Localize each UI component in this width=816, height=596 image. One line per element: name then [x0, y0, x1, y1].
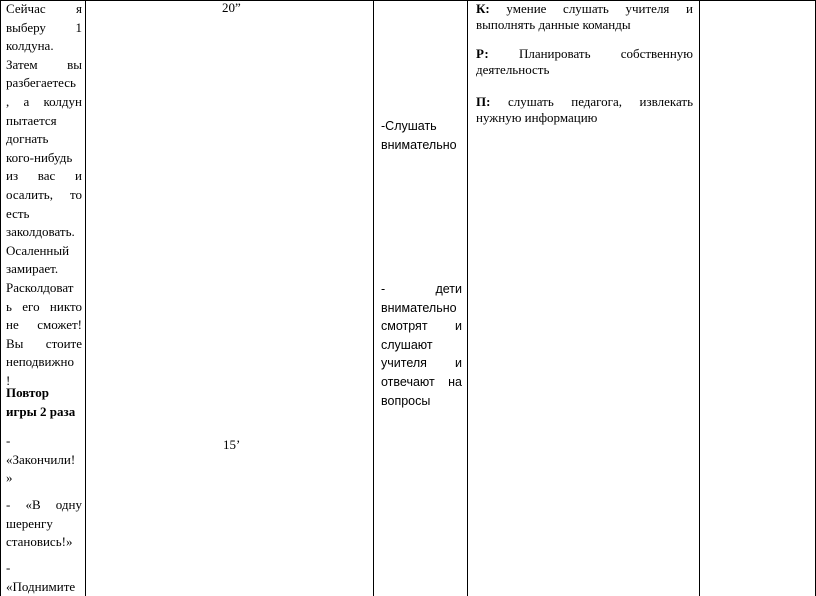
col5-r-block — [476, 46, 693, 78]
text-line: , а колдун — [6, 93, 82, 109]
text-line: игры 2 раза — [6, 403, 76, 419]
p-label: П: — [476, 94, 491, 109]
col1-line-up — [6, 496, 82, 552]
column-divider-3 — [467, 0, 468, 596]
col1-repeat — [6, 384, 82, 421]
p-text: слушать педагога, извлекать — [507, 94, 693, 109]
text-line: Осаленный — [6, 242, 70, 258]
table-top-border — [0, 0, 816, 1]
col3-block1 — [381, 117, 462, 154]
time-value-1: 20” — [222, 0, 241, 15]
text-line: заколдовать. — [6, 224, 75, 240]
k-label: К: — [476, 1, 490, 16]
text-line: смотрят и — [381, 319, 462, 334]
text-line: Расколдоват — [6, 279, 74, 295]
text-line: Повтор — [6, 385, 49, 400]
text-line: выберу 1 — [6, 19, 82, 35]
col5-p-block — [476, 94, 693, 126]
text-line: нужную информацию — [476, 110, 598, 125]
column-divider-4 — [699, 0, 700, 596]
column-divider-2 — [373, 0, 374, 596]
k-text: умение слушать учителя и — [506, 1, 693, 16]
text-line: внимательно — [381, 137, 457, 152]
col1-finished — [6, 432, 82, 488]
text-line: из вас и — [6, 168, 82, 184]
text-line: - «В одну — [6, 497, 82, 512]
col5-k-block — [476, 1, 693, 33]
text-line: «Поднимите — [6, 578, 76, 594]
column-divider-1 — [85, 0, 86, 596]
text-line: разбегаетесь — [6, 75, 76, 91]
text-line: деятельность — [476, 62, 550, 77]
text-line: колдуна. — [6, 38, 54, 54]
col1-instructions — [6, 0, 82, 390]
text-line — [476, 46, 693, 62]
text-line: кого-нибудь — [6, 149, 73, 165]
col3-block2 — [381, 280, 462, 410]
text-line: не сможет! — [6, 317, 82, 333]
text-line — [476, 94, 693, 110]
text-line: вопросы — [381, 393, 431, 408]
r-text: Планировать собственную — [518, 46, 693, 61]
text-line: пытается — [6, 112, 57, 128]
text-line: - — [6, 433, 11, 448]
time-value-2: 15’ — [223, 437, 241, 452]
text-line: Сейчас я — [6, 1, 82, 16]
text-line: осалить, то — [6, 186, 82, 202]
text-line: замирает. — [6, 261, 59, 277]
text-line: становись!» — [6, 534, 73, 550]
text-line: есть — [6, 205, 30, 221]
text-line: -Слушать — [381, 119, 437, 133]
text-line: выполнять данные команды — [476, 17, 631, 32]
text-line: «Закончили! — [6, 451, 76, 467]
text-line: » — [6, 470, 13, 486]
text-line — [476, 1, 693, 17]
text-line: ! — [6, 372, 11, 388]
text-line: внимательно — [381, 300, 457, 315]
text-line: неподвижно — [6, 354, 74, 370]
col1-raise — [6, 559, 82, 596]
text-line: Вы стоите — [6, 335, 82, 351]
text-line: - дети — [381, 282, 462, 296]
table-left-border — [0, 0, 1, 596]
text-line: учителя и — [381, 356, 462, 371]
text-line: Затем вы — [6, 56, 82, 72]
text-line: шеренгу — [6, 515, 53, 531]
text-line: отвечают на — [381, 374, 462, 389]
text-line: ь его никто — [6, 298, 82, 314]
r-label: Р: — [476, 46, 489, 61]
text-line: - — [6, 560, 11, 575]
text-line: догнать — [6, 131, 49, 147]
text-line: слушают — [381, 337, 433, 352]
